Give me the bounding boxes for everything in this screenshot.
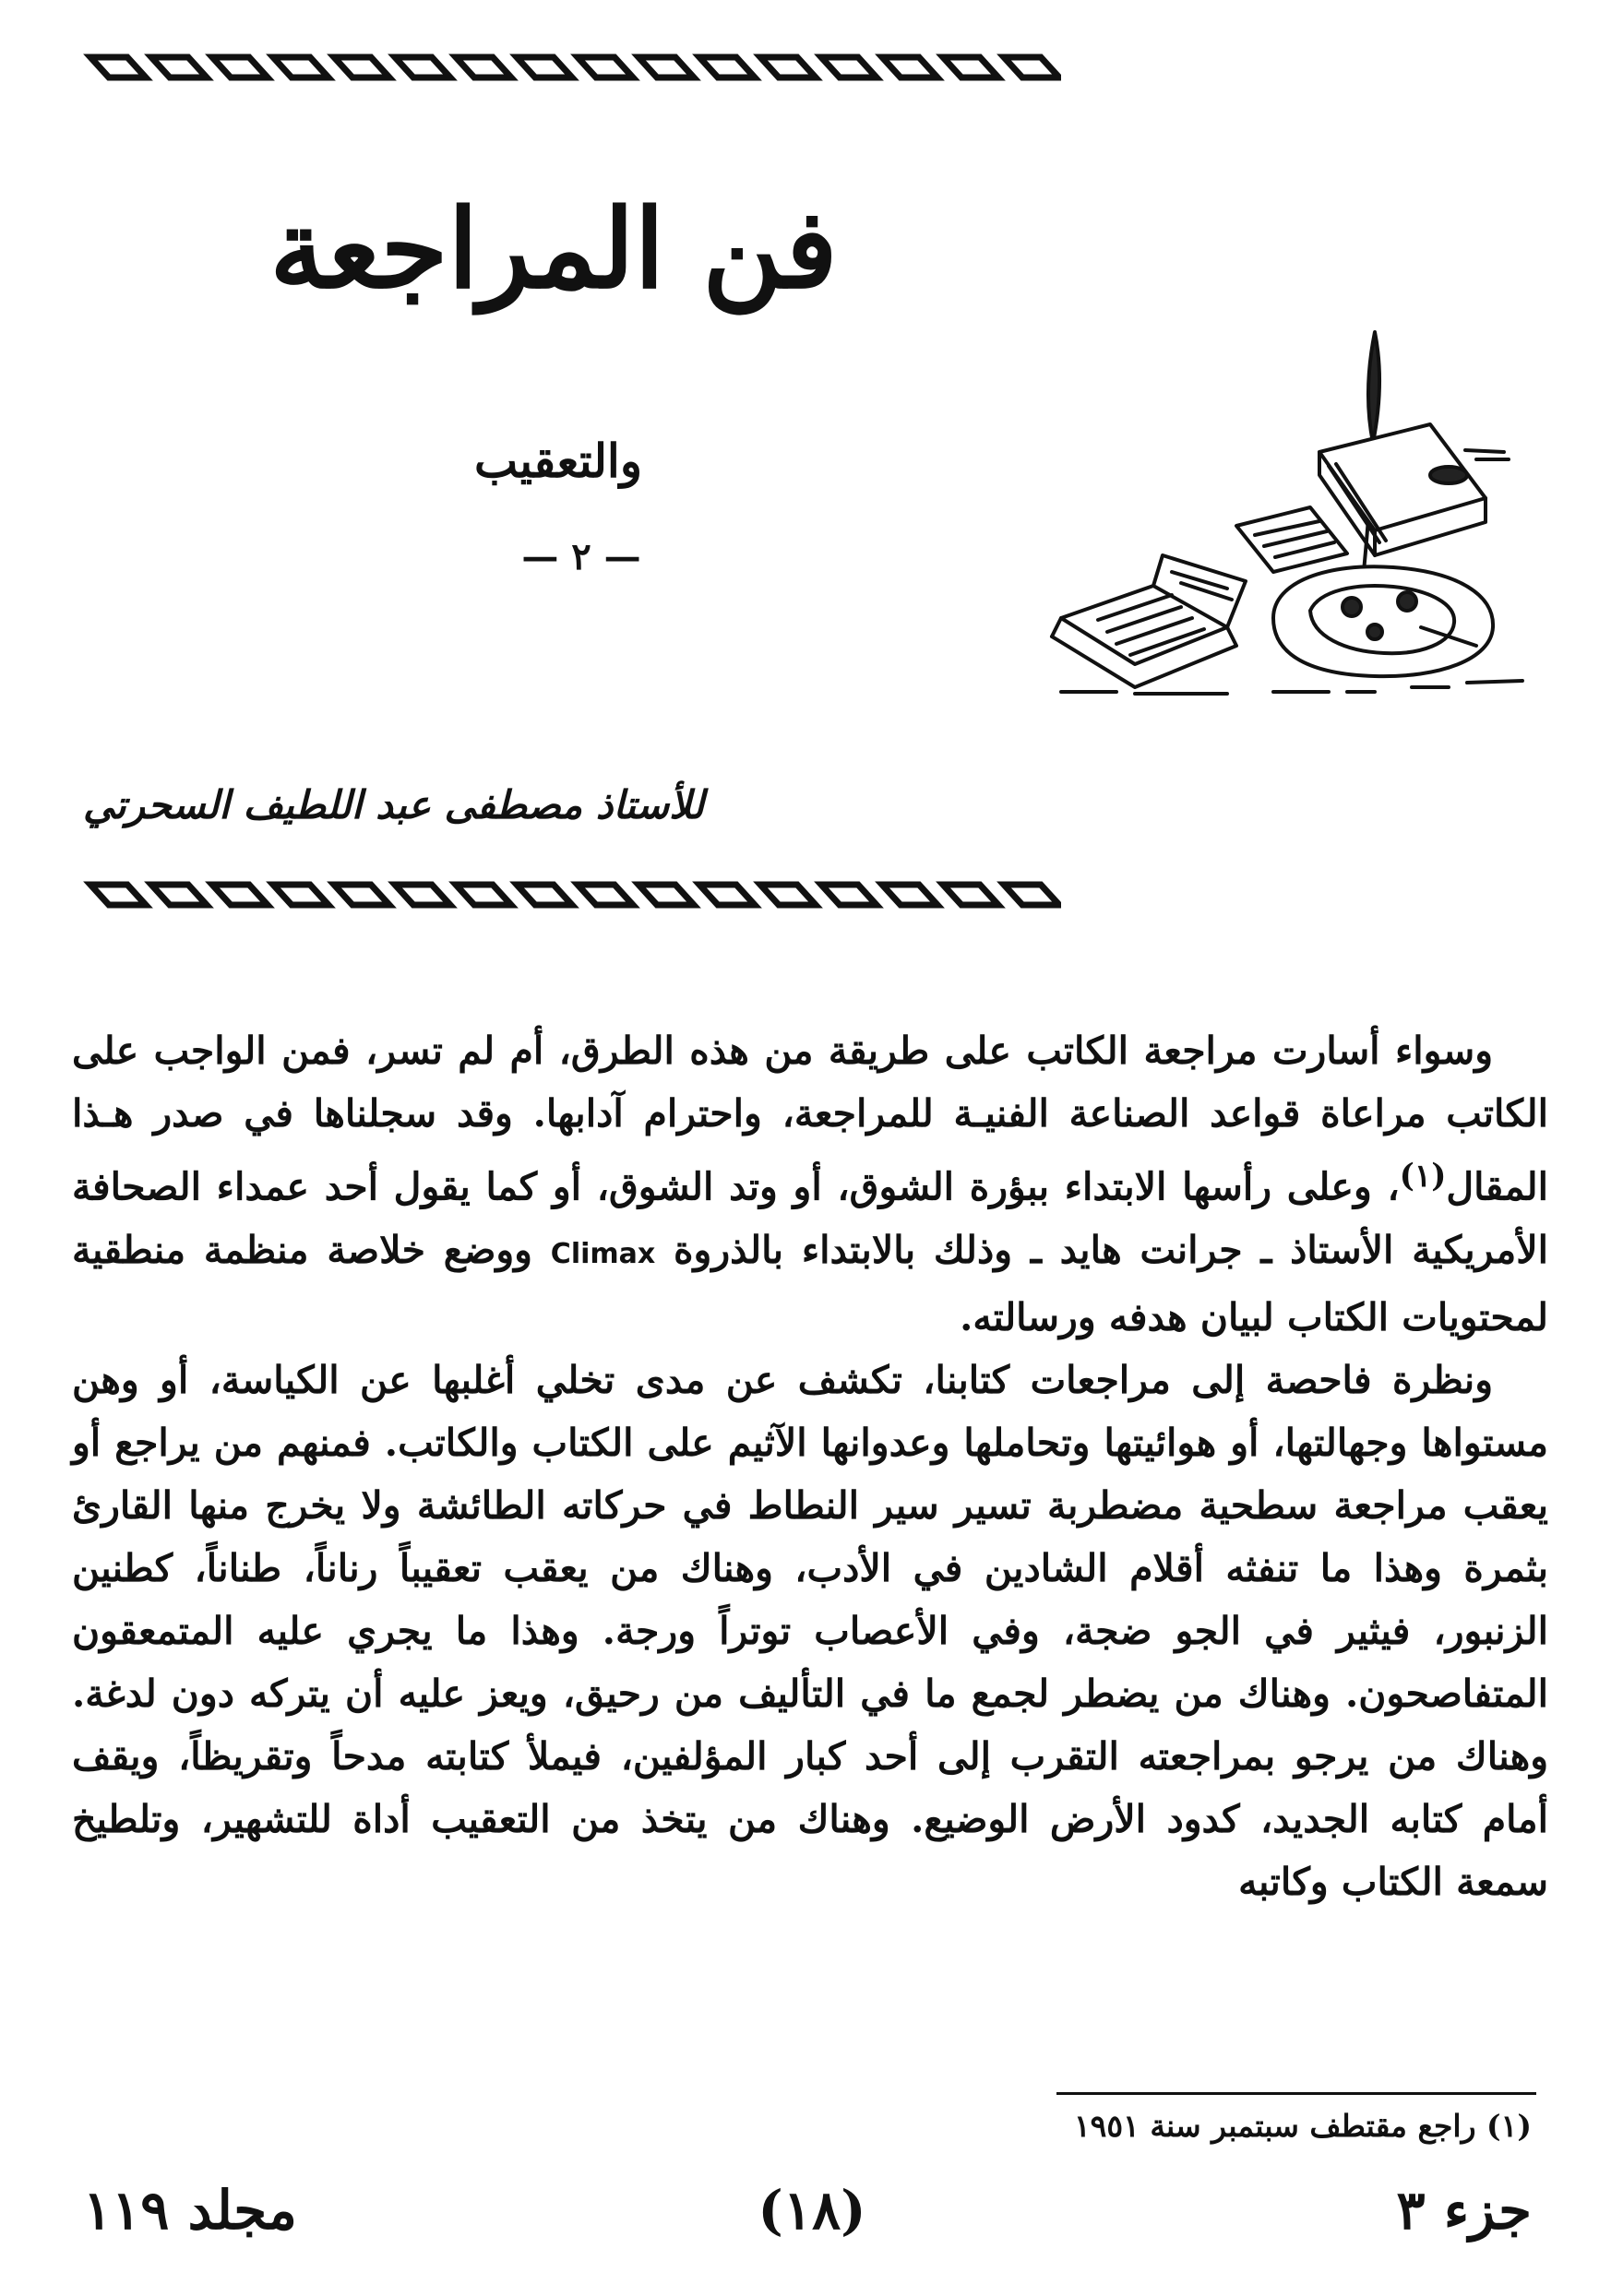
rope-link [760, 57, 816, 77]
rope-link [517, 885, 572, 905]
page-number: (١٨) [758, 2179, 866, 2242]
rope-link [699, 57, 755, 77]
rope-link [90, 57, 146, 77]
paragraph-1-text-cont: ، وعلى رأسها الابتداء ببؤرة الشوق، أو وتد الشوق، أو كما يقول أحد عمداء الصحافة الأمريكية الأستاذ ـ جرانت هايد ـ وذلك بالابتداء بالذروة [72, 1164, 1548, 1272]
footer-part: جزء ٣ [1396, 2179, 1532, 2242]
rope-link [212, 885, 268, 905]
rope-link [456, 57, 511, 77]
rope-link [395, 885, 450, 905]
rope-link [517, 57, 572, 77]
rope-link [699, 885, 755, 905]
footnote: (١) راجع مقتطف سبتمبر سنة ١٩٥١ [1073, 2108, 1532, 2144]
books-inkwell-illustration [1043, 314, 1559, 701]
rope-link [882, 57, 937, 77]
bottom-rope-ornament [83, 872, 1061, 918]
rope-link [395, 57, 450, 77]
paragraph-1-text: وسواء أسارت مراجعة الكاتب على طريقة من هذه الطرق، أم لم تسر، فمن الواجب على الكاتب مراعاة قواعد الصناعة الفنيـة للمراجعة، واحترام آدابها. وقد سجلناها في صدر هـذا المقال [72, 1029, 1548, 1209]
article-title: فن المراجعة [269, 184, 838, 313]
rope-link [1004, 57, 1059, 77]
rope-link [821, 57, 877, 77]
rope-link [334, 885, 389, 905]
rope-link [821, 885, 877, 905]
rope-link [151, 885, 207, 905]
footnote-reference: (١) [1399, 1158, 1447, 1195]
climax-term: Climax [550, 1237, 656, 1270]
rope-link [456, 885, 511, 905]
rope-link [151, 57, 207, 77]
author-byline: للأستاذ مصطفى عبد اللطيف السحرتي [83, 782, 705, 827]
top-rope-ornament [83, 44, 1061, 90]
rope-link [638, 57, 694, 77]
part-number: — ٢ — [521, 535, 641, 578]
paragraph-1 [72, 1019, 1548, 1349]
rope-link [273, 885, 328, 905]
footnote-rule [1056, 2092, 1536, 2095]
rope-link [638, 885, 694, 905]
footer-volume: مجلد ١١٩ [83, 2179, 297, 2242]
rope-link [943, 57, 998, 77]
rope-link [943, 885, 998, 905]
rope-link [334, 57, 389, 77]
paragraph-1-end: ووضع خلاصة منظمة منطقية لمحتويات الكتاب لبيان هدفه ورسالته. [72, 1227, 1548, 1339]
rope-link [760, 885, 816, 905]
rope-link [882, 885, 937, 905]
article-subtitle: والتعقيب [474, 434, 642, 488]
article-body [72, 1019, 1548, 1913]
rope-link [578, 57, 633, 77]
rope-link [273, 57, 328, 77]
rope-link [578, 885, 633, 905]
rope-link [90, 885, 146, 905]
rope-link [1004, 885, 1059, 905]
paragraph-2: ونظرة فاحصة إلى مراجعات كتابنا، تكشف عن مدى تخلي أغلبها عن الكياسة، أو وهن مستواها وجهالتها، أو هوائيتها وتحاملها وعدوانها الآثيم على الكتاب والكاتب. فمنهم من يراجع أو يعقب مراجعة سطحية مضطربة تسير سير النطاط في حركاته الطائشة ولا يخرج منها القارئ بثمرة وهذا ما تنفثه أقلام الشادين في الأدب، وهناك من يعقب تعقيباً رناناً، طناناً، كطنين الزنبور، فيثير في الجو ضجة، وفي الأعصاب توتراً ورجة. وهذا ما يجري عليه المتمعقون المتفاصحون. وهناك من يضطر لجمع ما في التأليف من رحيق، ويعز عليه أن يتركه دون لدغة. وهناك من يرجو بمراجعته التقرب إلى أحد كبار المؤلفين، فيملأ كتابته مدحاً وتقريظاً، ويقف أمام كتابه الجديد، كدود الأرض الوضيع. وهناك من يتخذ من التعقيب أداة للتشهير، وتلطيخ سمعة الكتاب وكاتبه [72, 1357, 1548, 1904]
rope-link [212, 57, 268, 77]
